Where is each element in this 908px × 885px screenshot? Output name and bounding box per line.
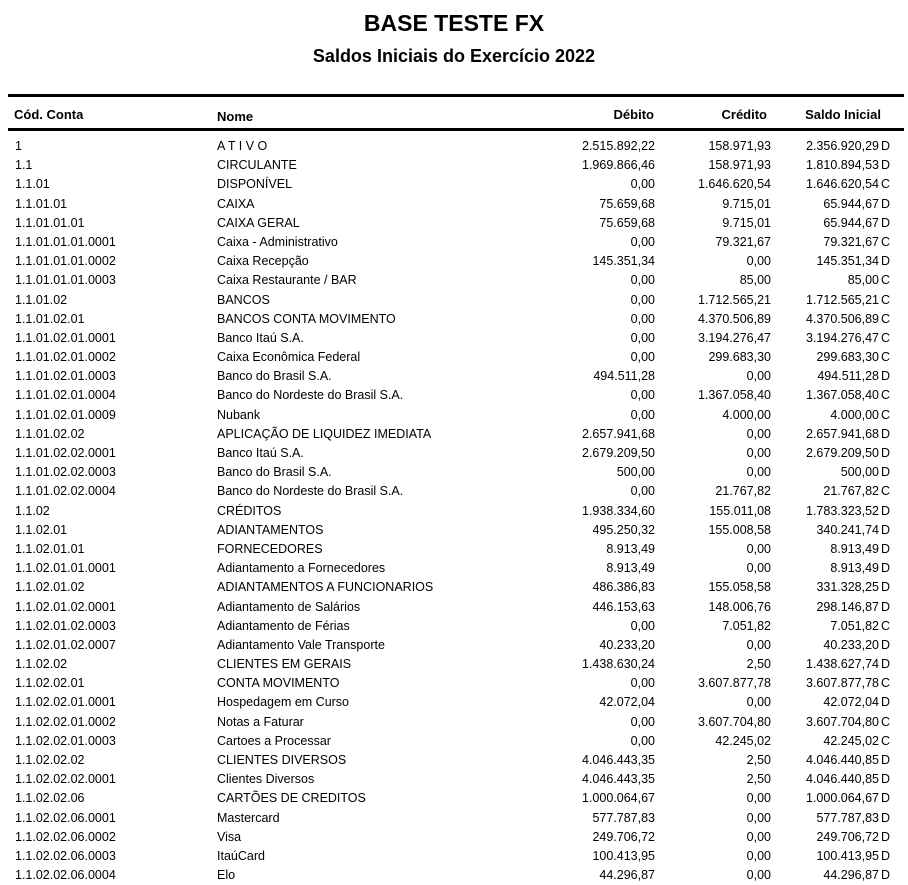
debit-value: 42.072,04 <box>599 695 655 710</box>
credit-value: 155.008,58 <box>708 522 771 537</box>
table-row <box>0 828 908 847</box>
account-code: 1.1.02.01.02.0001 <box>15 599 116 614</box>
account-code: 1.1.02.01 <box>15 522 68 537</box>
account-name: CAIXA GERAL <box>217 215 300 230</box>
credit-value: 0,00 <box>746 829 771 844</box>
account-code: 1.1.01.02.02.0004 <box>15 484 116 499</box>
account-code: 1.1.02.02 <box>15 657 68 672</box>
table-row <box>0 866 908 885</box>
account-name: A T I V O <box>217 139 268 153</box>
table-row <box>0 252 908 271</box>
credit-value: 9.715,01 <box>722 196 771 211</box>
account-name: Banco Itaú S.A. <box>217 446 304 460</box>
account-code: 1.1.02.02.06.0003 <box>15 848 116 863</box>
account-name: Banco do Brasil S.A. <box>217 369 332 384</box>
account-name: Elo <box>217 868 236 883</box>
account-name: DISPONÍVEL <box>217 177 293 192</box>
account-code: 1.1.02.01.01.0001 <box>15 561 116 576</box>
balance-value: 1.367.058,40 <box>806 388 879 403</box>
debit-value: 1.938.334,60 <box>582 503 655 518</box>
account-code: 1.1.01.02.01.0001 <box>15 330 116 345</box>
account-name: Adiantamento a Fornecedores <box>217 561 386 576</box>
credit-value: 3.607.877,78 <box>698 676 771 691</box>
balance-nature: D <box>881 561 891 576</box>
account-code: 1.1.02.02.02 <box>15 753 85 767</box>
header-bottom-rule <box>8 128 904 131</box>
account-code: 1.1.01.02.02 <box>15 426 85 441</box>
balance-nature: D <box>881 446 891 460</box>
debit-value: 1.000.064,67 <box>582 791 655 806</box>
account-code: 1.1.02.02.01 <box>15 676 85 691</box>
debit-value: 1.969.866,46 <box>582 158 655 173</box>
balance-nature: C <box>881 311 891 326</box>
account-code: 1.1.02.02.01.0002 <box>15 714 116 729</box>
account-code: 1.1.01.02.01.0004 <box>15 388 116 403</box>
account-name: Banco do Nordeste do Brasil S.A. <box>217 388 404 403</box>
balance-nature: D <box>881 810 891 825</box>
balance-nature: D <box>881 196 891 211</box>
account-name: Hospedagem em Curso <box>217 695 350 710</box>
table-row <box>0 195 908 214</box>
column-header-credit: Crédito <box>721 107 767 122</box>
debit-value: 0,00 <box>630 292 655 307</box>
debit-value: 0,00 <box>630 676 655 691</box>
account-name: CLIENTES EM GERAIS <box>217 657 352 672</box>
debit-value: 446.153,63 <box>592 599 655 614</box>
table-row <box>0 655 908 674</box>
debit-value: 0,00 <box>630 388 655 403</box>
debit-value: 494.511,28 <box>593 369 655 384</box>
debit-value: 0,00 <box>630 234 655 249</box>
balance-nature: C <box>881 330 891 345</box>
balance-value: 8.913,49 <box>830 541 879 556</box>
balance-nature: D <box>881 695 891 710</box>
account-name: CARTÕES DE CREDITOS <box>217 791 366 806</box>
account-code: 1.1.01.02 <box>15 292 68 307</box>
debit-value: 577.787,83 <box>592 810 655 825</box>
balance-value: 44.296,87 <box>823 868 879 883</box>
debit-value: 75.659,68 <box>599 196 655 211</box>
table-row <box>0 482 908 501</box>
account-name: BANCOS CONTA MOVIMENTO <box>217 311 396 326</box>
column-header-name: Nome <box>217 109 254 124</box>
debit-value: 249.706,72 <box>592 829 655 844</box>
balance-value: 21.767,82 <box>823 484 879 499</box>
account-table-body <box>0 137 908 885</box>
credit-value: 85,00 <box>739 273 771 288</box>
account-name: CIRCULANTE <box>217 158 297 173</box>
debit-value: 4.046.443,35 <box>582 753 655 767</box>
account-name: ADIANTAMENTOS <box>217 522 324 537</box>
balance-nature: D <box>881 657 891 672</box>
account-name: ADIANTAMENTOS A FUNCIONARIOS <box>217 580 434 595</box>
debit-value: 0,00 <box>630 733 655 748</box>
debit-value: 100.413,95 <box>592 848 655 863</box>
debit-value: 1.438.630,24 <box>582 657 655 672</box>
account-code: 1.1.01.02.01 <box>15 311 85 326</box>
balance-value: 4.370.506,89 <box>806 311 879 326</box>
column-header-balance: Saldo Inicial <box>805 107 881 122</box>
balance-nature: D <box>881 848 891 863</box>
account-name: FORNECEDORES <box>217 541 323 556</box>
account-name: Cartoes a Processar <box>217 733 331 748</box>
account-code: 1.1.02.02.06.0004 <box>15 868 116 883</box>
credit-value: 0,00 <box>746 810 771 825</box>
balance-value: 145.351,34 <box>816 254 879 269</box>
balance-nature: C <box>881 484 891 499</box>
balance-nature: C <box>881 350 891 365</box>
account-name: Caixa Econômica Federal <box>217 350 361 365</box>
account-name: Banco do Brasil S.A. <box>217 465 332 480</box>
debit-value: 0,00 <box>630 311 655 326</box>
balance-value: 1.810.894,53 <box>806 158 879 173</box>
account-code: 1.1.01.01.01.0001 <box>15 234 116 249</box>
debit-value: 2.657.941,68 <box>582 426 655 441</box>
credit-value: 0,00 <box>746 426 771 441</box>
credit-value: 0,00 <box>746 695 771 710</box>
table-row <box>0 386 908 405</box>
credit-value: 158.971,93 <box>708 139 771 153</box>
balance-value: 1.438.627,74 <box>806 657 879 672</box>
account-name: Nubank <box>217 407 261 422</box>
debit-value: 500,00 <box>616 465 655 480</box>
debit-value: 486.386,83 <box>592 580 655 595</box>
balance-value: 249.706,72 <box>816 829 879 844</box>
credit-value: 155.011,08 <box>709 503 771 518</box>
table-row <box>0 674 908 693</box>
account-name: Caixa - Administrativo <box>217 234 338 249</box>
balance-value: 40.233,20 <box>823 637 879 652</box>
credit-value: 0,00 <box>746 541 771 556</box>
account-name: Visa <box>217 829 242 844</box>
account-name: BANCOS <box>217 292 270 307</box>
account-code: 1.1.02.01.02.0003 <box>15 618 116 633</box>
balance-value: 4.046.440,85 <box>806 753 879 767</box>
credit-value: 0,00 <box>746 254 771 269</box>
balance-value: 2.679.209,50 <box>806 446 879 460</box>
credit-value: 0,00 <box>746 637 771 652</box>
account-name: Notas a Faturar <box>217 714 304 729</box>
column-header-code: Cód. Conta <box>14 107 84 122</box>
credit-value: 2,50 <box>746 772 771 787</box>
balance-value: 42.245,02 <box>823 733 879 748</box>
balance-value: 42.072,04 <box>823 695 879 710</box>
table-row <box>0 598 908 617</box>
account-code: 1.1.02.02.06.0001 <box>15 810 116 825</box>
account-code: 1.1.01.02.01.0009 <box>15 407 116 422</box>
credit-value: 2,50 <box>746 657 771 672</box>
balance-nature: D <box>881 158 891 173</box>
balance-value: 1.646.620,54 <box>806 177 879 192</box>
balance-value: 494.511,28 <box>817 369 879 384</box>
account-name: APLICAÇÃO DE LIQUIDEZ IMEDIATA <box>217 426 432 441</box>
balance-nature: D <box>881 254 891 269</box>
account-code: 1.1.01.01 <box>15 196 68 211</box>
account-code: 1.1 <box>15 158 33 173</box>
balance-value: 4.000,00 <box>830 407 879 422</box>
credit-value: 0,00 <box>746 561 771 576</box>
balance-nature: D <box>881 868 891 883</box>
account-code: 1.1.01.02.02.0001 <box>15 446 116 460</box>
account-code: 1.1.01.01.01.0003 <box>15 273 116 288</box>
account-code: 1 <box>15 139 22 153</box>
debit-value: 0,00 <box>630 330 655 345</box>
account-code: 1.1.01.02.02.0003 <box>15 465 116 480</box>
debit-value: 145.351,34 <box>592 254 655 269</box>
account-code: 1.1.01.01.01 <box>15 215 85 230</box>
table-row <box>0 502 908 521</box>
table-row <box>0 291 908 310</box>
credit-value: 3.607.704,80 <box>698 714 771 729</box>
table-row <box>0 271 908 290</box>
credit-value: 4.370.506,89 <box>698 311 771 326</box>
debit-value: 0,00 <box>630 350 655 365</box>
debit-value: 0,00 <box>630 407 655 422</box>
table-row <box>0 693 908 712</box>
account-code: 1.1.02.01.02.0007 <box>15 637 116 652</box>
balance-value: 65.944,67 <box>823 196 879 211</box>
balance-value: 79.321,67 <box>823 234 879 249</box>
credit-value: 4.000,00 <box>722 407 771 422</box>
debit-value: 40.233,20 <box>599 637 655 652</box>
balance-nature: C <box>881 234 891 249</box>
account-name: Adiantamento de Salários <box>217 599 361 614</box>
debit-value: 8.913,49 <box>606 541 655 556</box>
credit-value: 42.245,02 <box>715 733 771 748</box>
balance-nature: D <box>881 753 891 767</box>
debit-value: 495.250,32 <box>592 522 655 537</box>
table-row <box>0 425 908 444</box>
balance-nature: D <box>881 426 891 441</box>
account-code: 1.1.01.02.01.0003 <box>15 369 116 384</box>
column-header-debit: Débito <box>613 107 654 122</box>
table-row <box>0 617 908 636</box>
balance-value: 7.051,82 <box>830 618 879 633</box>
account-name: CAIXA <box>217 196 255 211</box>
balance-nature: C <box>881 388 891 403</box>
debit-value: 0,00 <box>630 177 655 192</box>
account-code: 1.1.01.02.01.0002 <box>15 350 116 365</box>
balance-nature: C <box>881 292 891 307</box>
account-name: CONTA MOVIMENTO <box>217 676 340 691</box>
account-name: Banco do Nordeste do Brasil S.A. <box>217 484 404 499</box>
credit-value: 299.683,30 <box>708 350 771 365</box>
balance-nature: D <box>881 637 891 652</box>
table-row <box>0 751 908 770</box>
table-row <box>0 809 908 828</box>
table-row <box>0 713 908 732</box>
balance-value: 298.146,87 <box>816 599 879 614</box>
table-row <box>0 521 908 540</box>
debit-value: 0,00 <box>630 618 655 633</box>
credit-value: 0,00 <box>746 848 771 863</box>
account-code: 1.1.02.01.01 <box>15 541 85 556</box>
credit-value: 0,00 <box>746 868 771 883</box>
balance-nature: C <box>881 273 891 288</box>
balance-nature: D <box>881 503 891 518</box>
report-subtitle: Saldos Iniciais do Exercício 2022 <box>312 46 596 66</box>
account-name: ItaúCard <box>217 848 265 863</box>
table-row <box>0 214 908 233</box>
balance-nature: D <box>881 791 891 806</box>
credit-value: 158.971,93 <box>708 158 771 173</box>
account-code: 1.1.01 <box>15 177 50 192</box>
account-name: Caixa Recepção <box>217 254 309 269</box>
credit-value: 155.058,58 <box>708 580 771 595</box>
account-code: 1.1.02.01.02 <box>15 580 85 595</box>
account-name: Banco Itaú S.A. <box>217 330 304 345</box>
credit-value: 9.715,01 <box>722 215 771 230</box>
table-row <box>0 463 908 482</box>
credit-value: 1.646.620,54 <box>698 177 771 192</box>
debit-value: 2.515.892,22 <box>582 139 655 153</box>
balance-value: 2.657.941,68 <box>806 426 879 441</box>
account-code: 1.1.02.02.01.0001 <box>15 695 116 710</box>
balance-nature: D <box>881 772 891 787</box>
table-row <box>0 770 908 789</box>
account-code: 1.1.02.02.06 <box>15 791 85 806</box>
table-row <box>0 789 908 808</box>
balance-nature: D <box>881 541 891 556</box>
account-code: 1.1.01.01.01.0002 <box>15 254 116 269</box>
debit-value: 2.679.209,50 <box>582 446 655 460</box>
table-row <box>0 348 908 367</box>
account-code: 1.1.02 <box>15 503 50 518</box>
debit-value: 0,00 <box>630 273 655 288</box>
account-name: CLIENTES DIVERSOS <box>217 753 347 767</box>
credit-value: 0,00 <box>746 465 771 480</box>
balance-nature: D <box>881 139 891 153</box>
balance-value: 1.783.323,52 <box>806 503 879 518</box>
table-row <box>0 578 908 597</box>
balance-nature: C <box>881 407 891 422</box>
table-row <box>0 233 908 252</box>
balance-nature: D <box>881 215 891 230</box>
table-row <box>0 329 908 348</box>
balance-nature: D <box>881 580 891 595</box>
credit-value: 79.321,67 <box>715 234 771 249</box>
balance-value: 8.913,49 <box>830 561 879 576</box>
header-top-rule <box>8 94 904 97</box>
credit-value: 21.767,82 <box>715 484 771 499</box>
credit-value: 1.712.565,21 <box>698 292 771 307</box>
debit-value: 75.659,68 <box>599 215 655 230</box>
account-name: Adiantamento Vale Transporte <box>217 637 385 652</box>
balance-nature: D <box>881 369 891 384</box>
credit-value: 7.051,82 <box>722 618 771 633</box>
credit-value: 2,50 <box>746 753 771 767</box>
balance-value: 65.944,67 <box>823 215 879 230</box>
balance-value: 1.000.064,67 <box>806 791 879 806</box>
balance-nature: D <box>881 599 891 614</box>
balance-nature: D <box>881 829 891 844</box>
balance-value: 577.787,83 <box>816 810 879 825</box>
balance-nature: D <box>881 522 891 537</box>
table-row <box>0 137 908 156</box>
balance-value: 331.328,25 <box>816 580 879 595</box>
account-name: Adiantamento de Férias <box>217 618 350 633</box>
credit-value: 0,00 <box>746 369 771 384</box>
balance-nature: C <box>881 618 891 633</box>
table-row <box>0 406 908 425</box>
debit-value: 8.913,49 <box>606 561 655 576</box>
account-code: 1.1.02.02.01.0003 <box>15 733 116 748</box>
table-row <box>0 310 908 329</box>
credit-value: 148.006,76 <box>708 599 771 614</box>
table-row <box>0 367 908 386</box>
balance-value: 500,00 <box>840 465 879 480</box>
table-row <box>0 175 908 194</box>
balance-value: 2.356.920,29 <box>806 139 879 153</box>
credit-value: 3.194.276,47 <box>698 330 771 345</box>
balance-value: 4.046.440,85 <box>806 772 879 787</box>
report-title: BASE TESTE FX <box>363 10 545 36</box>
credit-value: 0,00 <box>746 791 771 806</box>
account-code: 1.1.02.02.02.0001 <box>15 772 116 787</box>
table-row <box>0 559 908 578</box>
debit-value: 0,00 <box>630 714 655 729</box>
account-name: Clientes Diversos <box>217 772 315 787</box>
table-row <box>0 540 908 559</box>
table-row <box>0 156 908 175</box>
balance-nature: C <box>881 714 891 729</box>
account-name: Caixa Restaurante / BAR <box>217 273 357 288</box>
balance-nature: D <box>881 465 891 480</box>
balance-value: 100.413,95 <box>816 848 879 863</box>
table-row <box>0 636 908 655</box>
debit-value: 44.296,87 <box>599 868 655 883</box>
table-row <box>0 732 908 751</box>
balance-value: 3.607.704,80 <box>806 714 879 729</box>
table-row <box>0 444 908 463</box>
debit-value: 4.046.443,35 <box>582 772 655 787</box>
balance-value: 299.683,30 <box>816 350 879 365</box>
balance-nature: C <box>881 676 891 691</box>
account-code: 1.1.02.02.06.0002 <box>15 829 116 844</box>
balance-value: 340.241,74 <box>816 522 879 537</box>
balance-value: 1.712.565,21 <box>806 292 879 307</box>
balance-value: 3.194.276,47 <box>806 330 879 345</box>
balance-nature: C <box>881 177 891 192</box>
table-row <box>0 847 908 866</box>
account-name: CRÉDITOS <box>217 503 282 518</box>
debit-value: 0,00 <box>630 484 655 499</box>
credit-value: 0,00 <box>746 446 771 460</box>
balance-value: 3.607.877,78 <box>806 676 879 691</box>
account-name: Mastercard <box>217 810 280 825</box>
credit-value: 1.367.058,40 <box>698 388 771 403</box>
balance-value: 85,00 <box>847 273 879 288</box>
balance-nature: C <box>881 733 891 748</box>
